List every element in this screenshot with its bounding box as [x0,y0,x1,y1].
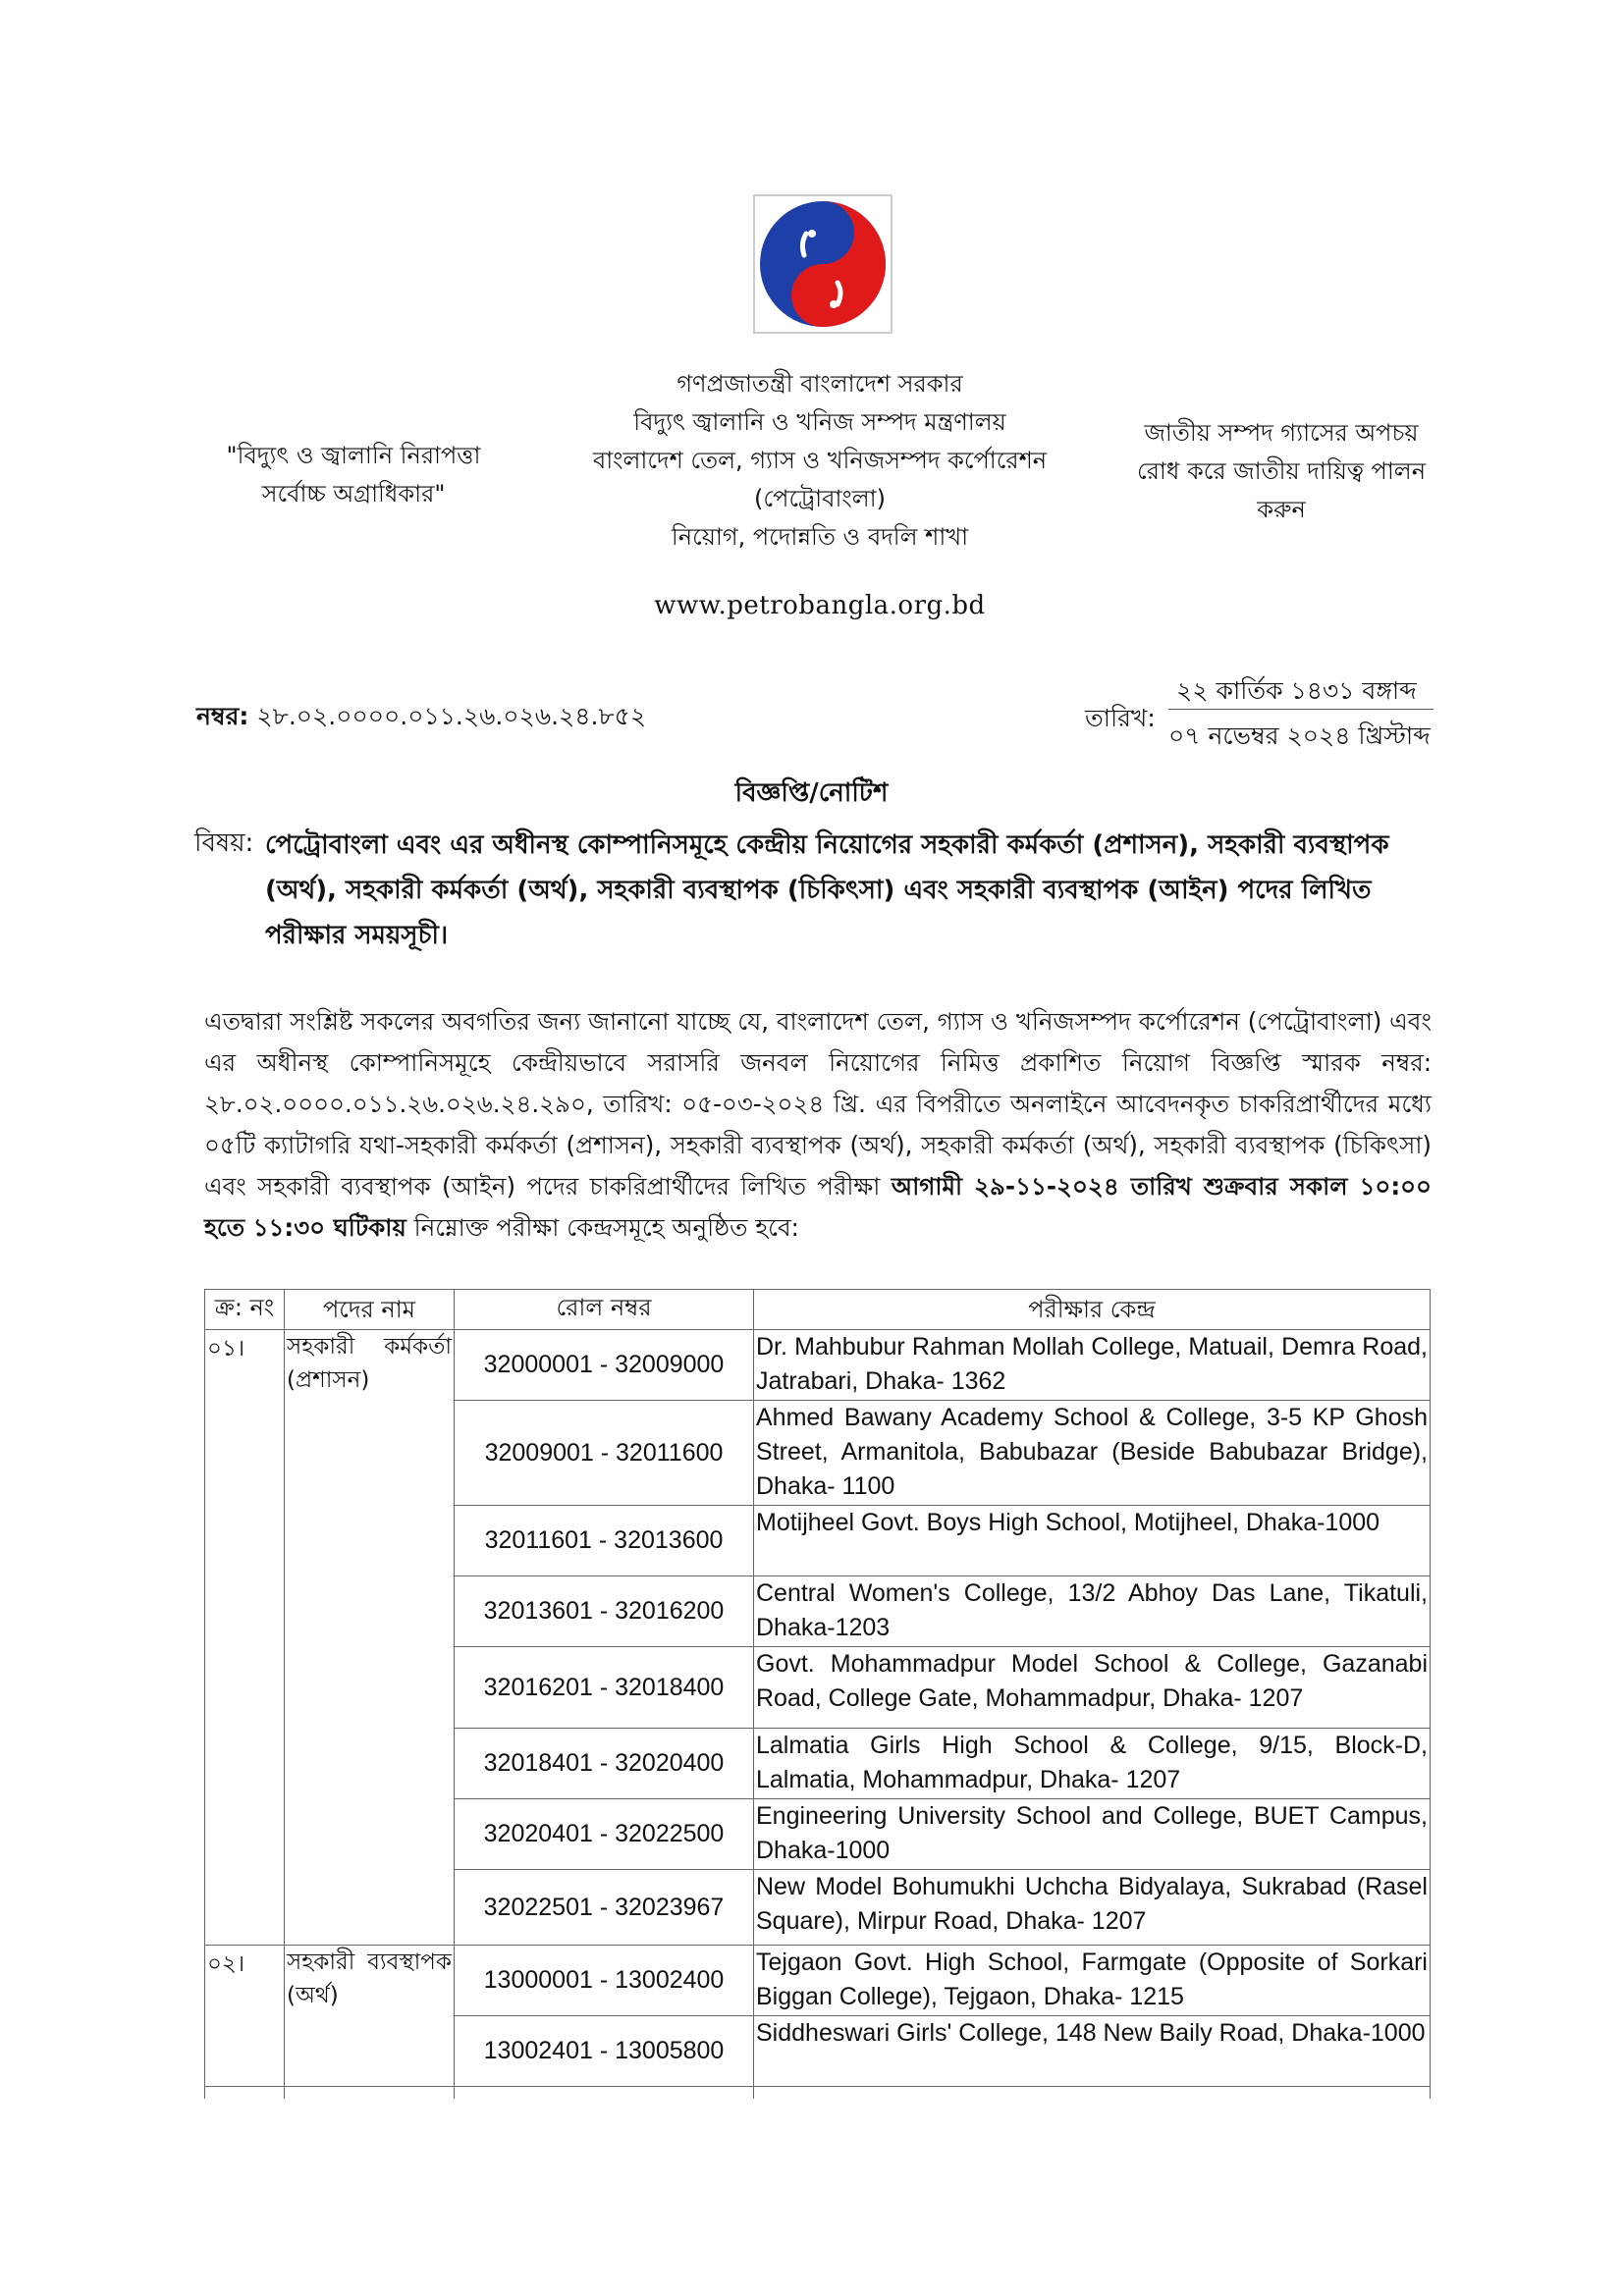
post-name: সহকারী ব্যবস্থাপক (অর্থ) [285,1946,455,2087]
post-name: সহকারী কর্মকর্তা (প্রশাসন) [285,1330,455,1946]
roll-range: 13000001 - 13002400 [455,1946,754,2016]
corporation-short-name: (পেট্রোবাংলা) [754,485,886,512]
left-motto [191,437,515,513]
serial-number: ০১। [205,1330,285,1946]
corporation-name: বাংলাদেশ তেল, গ্যাস ও খনিজসম্পদ কর্পোরেশন [592,447,1048,474]
notice-title: বিজ্ঞপ্তি/নোটিশ [734,778,889,808]
date-divider [1168,709,1434,710]
empty-cell [205,2087,285,2099]
ministry-name: বিদ্যুৎ জ্বালানি ও খনিজ সম্পদ মন্ত্রণালয় [633,408,1006,436]
empty-cell [285,2087,455,2099]
right-motto-line: জাতীয় সম্পদ গ্যাসের অপচয় [1144,419,1419,447]
intro-paragraph [204,1001,1432,1249]
roll-range: 32016201 - 32018400 [455,1647,754,1729]
department-name: নিয়োগ, পদোন্নতি ও বদলি শাখা [671,523,969,551]
table-row [205,1946,1431,2016]
left-motto-line: সর্বোচ্চ অগ্রাধিকার" [261,480,446,507]
exam-center-address: Motijheel Govt. Boys High School, Motijheel, Dhaka-1000 [754,1506,1431,1576]
table-row [205,1330,1431,1401]
exam-center-address: Siddheswari Girls' College, 148 New Baily Road, Dhaka-1000 [754,2016,1431,2087]
memo-label: নম্বর: [196,702,249,730]
exam-center-address: New Model Bohumukhi Uchcha Bidyalaya, Sukrabad (Rasel Square), Mirpur Road, Dhaka- 1207 [754,1870,1431,1946]
roll-range: 32020401 - 32022500 [455,1799,754,1870]
government-name: গণপ্রজাতন্ত্রী বাংলাদেশ সরকার [676,370,963,398]
header-exam-center: পরীক্ষার কেন্দ্র [754,1290,1431,1330]
header-roll-number: রোল নম্বর [455,1290,754,1330]
left-motto-line: "বিদ্যুৎ ও জ্বালানি নিরাপত্তা [226,442,481,469]
roll-range: 32018401 - 32020400 [455,1729,754,1799]
date-label: তারিখ: [1085,704,1156,732]
empty-cell [754,2087,1431,2099]
website-url: www.petrobangla.org.bd [654,591,986,620]
exam-center-address: Govt. Mohammadpur Model School & College, Gazanabi Road, College Gate, Mohammadpur, Dhaka- 1207 [754,1647,1431,1729]
organization-header [555,365,1085,557]
serial-number: ০২। [205,1946,285,2087]
exam-center-address: Tejgaon Govt. High School, Farmgate (Opposite of Sorkari Biggan College), Tejgaon, Dhaka- 1215 [754,1946,1431,2016]
exam-center-address: Central Women's College, 13/2 Abhoy Das Lane, Tikatuli, Dhaka-1203 [754,1576,1431,1647]
roll-range: 32000001 - 32009000 [455,1330,754,1401]
exam-center-address: Dr. Mahbubur Rahman Mollah College, Matuail, Demra Road, Jatrabari, Dhaka- 1362 [754,1330,1431,1401]
exam-center-address: Engineering University School and College, BUET Campus, Dhaka-1000 [754,1799,1431,1870]
table-header-row [205,1290,1431,1330]
date-english: ০৭ নভেম্বর ২০২৪ খ্রিস্টাব্দ [1168,721,1431,750]
right-motto-line: রোধ করে জাতীয় দায়িত্ব পালন [1136,457,1427,485]
right-motto [1114,414,1448,529]
intro-tail: নিম্নোক্ত পরীক্ষা কেন্দ্রসমূহে অনুষ্ঠিত হবে: [406,1213,799,1242]
exam-center-address: Ahmed Bawany Academy School & College, 3-5 KP Ghosh Street, Armanitola, Babubazar (Beside Babubazar Bridge), Dhaka- 1100 [754,1401,1431,1506]
roll-range: 32022501 - 32023967 [455,1870,754,1946]
intro-text: এতদ্বারা সংশ্লিষ্ট সকলের অবগতির জন্য জানানো যাচ্ছে যে, বাংলাদেশ তেল, গ্যাস ও খনিজসম্পদ কর্পোরেশন (পেট্রোবাংলা) এবং এর অধীনস্থ কোম্পানিসমূহে কেন্দ্রীয়ভাবে সরাসরি জনবল নিয়োগের নিমিত্ত প্রকাশিত নিয়োগ বিজ্ঞপ্তি স্মারক নম্বর: ২৮.০২.০০০০.০১১.২৬.০২৬.২৪.২৯০, তারিখ: ০৫-০৩-২০২৪ খ্রি. এর বিপরীতে অনলাইনে আবেদনকৃত চাকরিপ্রার্থীদের মধ্যে ০৫টি ক্যাটাগরি যথা-সহকারী কর্মকর্তা (প্রশাসন), সহকারী ব্যবস্থাপক (অর্থ), সহকারী কর্মকর্তা (অর্থ), সহকারী ব্যবস্থাপক (চিকিৎসা) এবং সহকারী ব্যবস্থাপক (আইন) পদের চাকরিপ্রার্থীদের লিখিত পরীক্ষা [204,1007,1432,1201]
right-motto-line: করুন [1257,496,1306,523]
roll-range: 32011601 - 32013600 [455,1506,754,1576]
date-bangla: ২২ কার্তিক ১৪৩১ বঙ্গাব্দ [1176,676,1417,705]
header-serial: ক্র: নং [205,1290,285,1330]
exam-center-table [204,1289,1431,2099]
roll-range: 13002401 - 13005800 [455,2016,754,2087]
roll-range: 32013601 - 32016200 [455,1576,754,1647]
petrobangla-logo [753,194,893,334]
exam-center-address: Lalmatia Girls High School & College, 9/15, Block-D, Lalmatia, Mohammadpur, Dhaka- 1207 [754,1729,1431,1799]
subject-label: বিষয়: [194,828,254,858]
memo-value: ২৮.০২.০০০০.০১১.২৬.০২৬.২৪.৮৫২ [256,702,647,730]
header-post-name: পদের নাম [285,1290,455,1330]
logo-emblem-icon [755,196,891,332]
subject-text: পেট্রোবাংলা এবং এর অধীনস্থ কোম্পানিসমূহে কেন্দ্রীয় নিয়োগের সহকারী কর্মকর্তা (প্রশাসন), সহকারী ব্যবস্থাপক (অর্থ), সহকারী কর্মকর্তা (অর্থ), সহকারী ব্যবস্থাপক (চিকিৎসা) এবং সহকারী ব্যবস্থাপক (আইন) পদের লিখিত পরীক্ষার সময়সূচী। [265,830,1389,950]
table-row-continuation [205,2087,1431,2099]
empty-cell [455,2087,754,2099]
memo-number [196,697,646,739]
table-body [205,1330,1431,2099]
roll-range: 32009001 - 32011600 [455,1401,754,1506]
intro-exam-schedule: আগামী ২৯-১১-২০২৪ তারিখ শুক্রবার সকাল ১০:০০ হতে ১১:৩০ ঘটিকায় [204,1172,1432,1242]
